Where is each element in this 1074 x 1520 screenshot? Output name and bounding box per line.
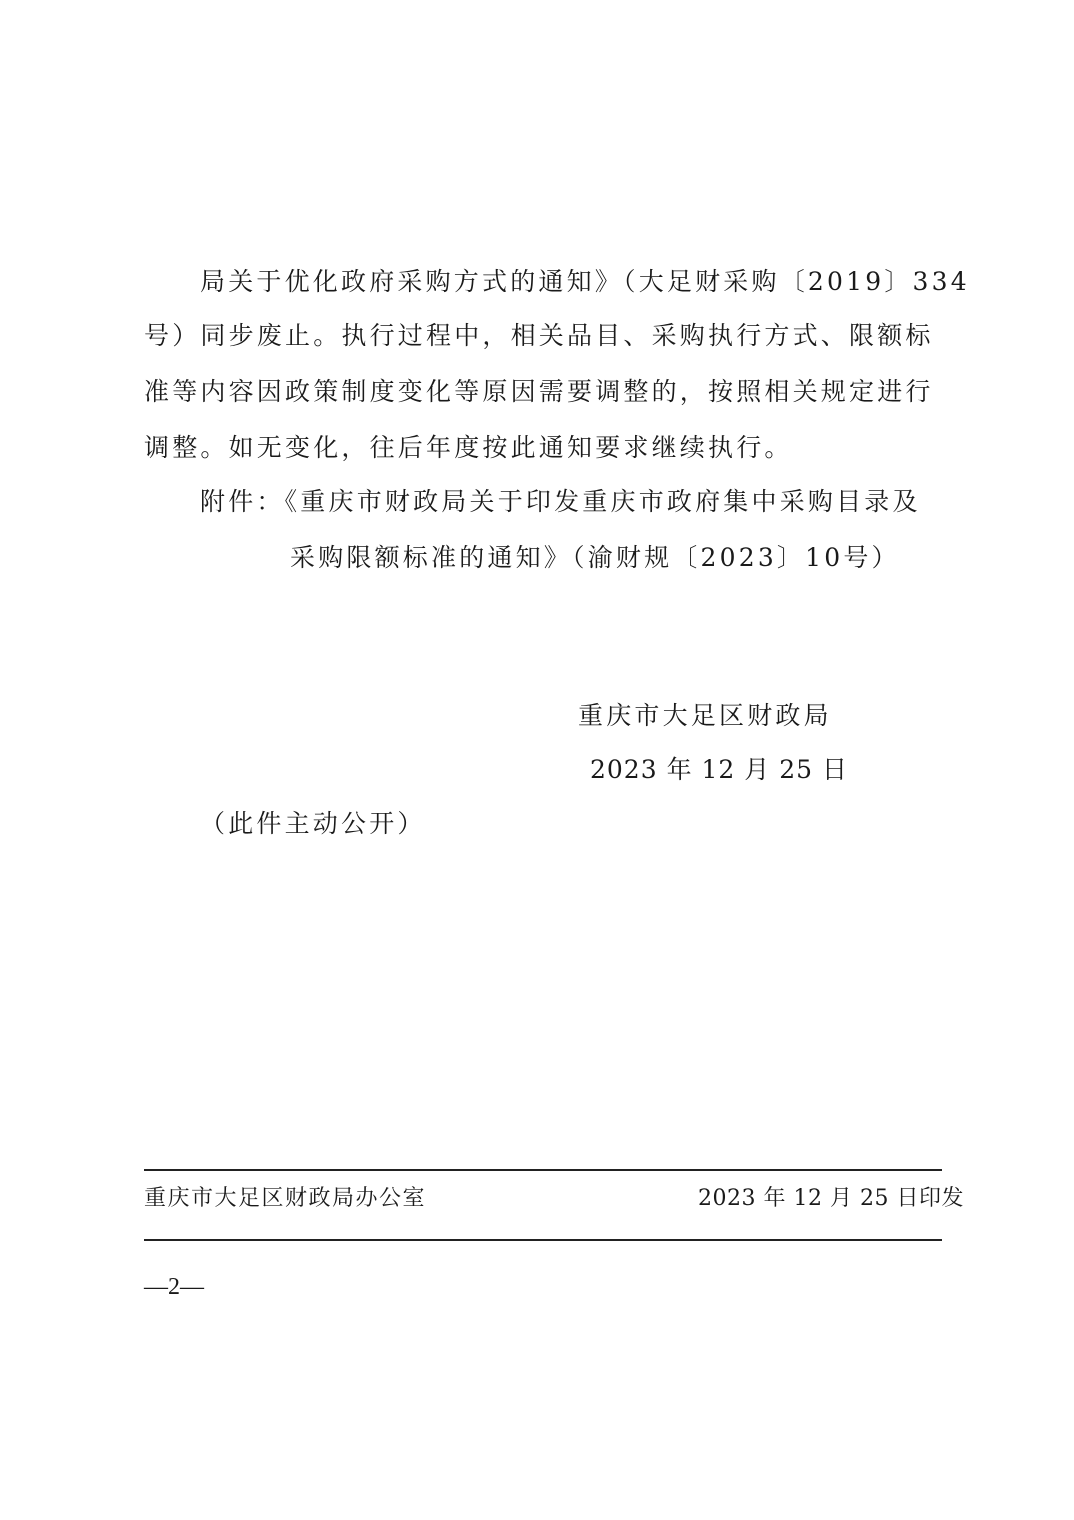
body-line-4: 调整。如无变化，往后年度按此通知要求继续执行。 — [144, 433, 793, 462]
footer-top-rule — [144, 1169, 942, 1171]
footer-bottom-rule — [144, 1239, 942, 1241]
signature-date: 2023 年 12 月 25 日 — [590, 755, 848, 784]
body-line-3: 准等内容因政策制度变化等原因需要调整的，按照相关规定进行 — [144, 377, 934, 406]
page-number: —2— — [144, 1274, 204, 1300]
attachment-line-1: 附件：《重庆市财政局关于印发重庆市政府集中采购目录及 — [200, 487, 921, 516]
body-line-1: 局关于优化政府采购方式的通知》（大足财采购〔2019〕334 — [200, 267, 970, 296]
footer-issuer: 重庆市大足区财政局办公室 — [144, 1186, 427, 1211]
footer-issue-date: 2023 年 12 月 25 日印发 — [698, 1186, 964, 1211]
body-line-2: 号）同步废止。执行过程中，相关品目、采购执行方式、限额标 — [144, 321, 934, 350]
signature-organization: 重庆市大足区财政局 — [578, 701, 832, 730]
attachment-line-2: 采购限额标准的通知》（渝财规〔2023〕10号） — [290, 543, 900, 572]
public-disclosure-note: （此件主动公开） — [200, 809, 426, 838]
